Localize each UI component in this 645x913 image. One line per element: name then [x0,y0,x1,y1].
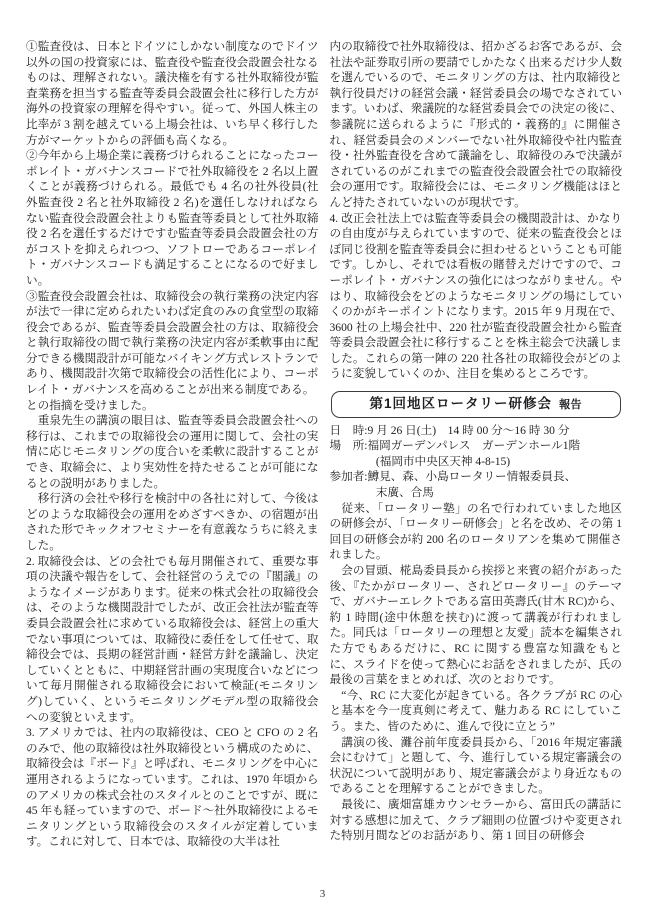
body-paragraph: 内の取締役で社外取締役は、招かざるお客であるが、会社法や証券取引所の要請でしかたなく出来るだけ少人数を選んでいるので、モニタリングの方は、社内取締役と執行役員だけの経営会議・経営委員会の場でなされています。いわば、衆議院的な経営委員会での決定の後に、参議院に送られるように『形式的・義務的』に開催され、経営委員会のメンバーでない社外取締役や社内監査役・社外監査役を含めて議論をし、取締役のみで決議がされているのがこれまでの監査役会設置会社での取締役会の運用です。取締役会には、モニタリング機能はほとんど持たされていないのが現状です。 [329,40,622,209]
section-heading-title: 第1回地区ロータリー研修会 [369,396,552,412]
body-paragraph: 最後に、廣畑富雄カウンセラーから、富田氏の講話に対する感想に加えて、クラブ細則の位置づけや変更された特別月間などのお話があり、第 1 回目の研修会 [329,797,622,843]
body-paragraph: “今、RC に大変化が起きている。各クラブが RC の心と基本を今一度真剣に考えて、魅力ある RC にしていこう。また、皆のために、進んで役に立とう” [329,688,622,733]
body-paragraph: との指摘を受けました。 [26,398,154,412]
event-meta-block [330,423,623,501]
page-number: 3 [319,888,326,900]
right-column [330,39,623,850]
body-paragraph: 2. 取締役会は、どの会社でも毎月開催されて、重要な事項の決議や報告をして、会社経営のうえでの『閣議』のようなイメージがあります。従来の株式会社の取締役会は、そのような機関設計でしたが、改正会社法が監査等委員会設置会社に求めている取締役会は、経営上の重大でない事項については、取締役に委任をして任せて、取締役会では、長期の経営計画・経営方針を議論し、決定していくとともに、中期経営計画の実現度合いなどについて毎月開催される取締役会において検証(モニタリング)していく、というモニタリングモデル型の取締役会への変貌といえます。 [26,554,319,724]
two-column-layout [26,39,625,850]
left-column [26,39,322,850]
body-paragraph: 4. 改正会社法上では監査等委員会の機関設計は、かなりの自由度が与えられていますので、従来の監査役会とほぼ同じ役割を監査等委員会に担わせるということも可能です。しかし、それでは看板の賭替えだけですので、コーポレイト・ガバナンスの強化にはつながりません。やはり、取締役会をどのようなモニタリングの場にしていくのかがキーポイントになります。2015 年 9 月現在で、3600 社の上場会社中、220 社が監査役設置会社から監査等委員会設置会社に移行することを株主総会で決議しました。これらの第一陣の 220 社各社の取締役会がどのように変貌していくのか、注目を集めるところです。 [329,211,622,381]
body-paragraph: ①監査役は、日本とドイツにしかない制度なのでドイツ以外の国の投資家には、監査役や監査役会設置会社なるものは、理解されない。議決権を有する社外取締役が監査業務を担当する監査等委員会設置会社に移行した方が海外の投資家の理解を得やすい。従って、外国人株主の比率が 3 割を越えている上場会社は、いち早く移行した方がマーケットからの評価も高くなる。 [26,40,319,147]
event-participants-line-2: 末廣、合馬 [329,486,434,500]
body-paragraph: 会の冒頭、椛島委員長から挨拶と来賓の紹介があった後、『たかがロータリー、されどロータリー』のテーマで、ガバナーエレクトである富田英壽氏(甘木 RC)から、約 1 時間(途中休憩を挟む)に渡って講義が行われました。同氏は「ロータリーの理想と友愛」読本を編集された方でもあるだけに、RC に関する豊富な知識をもとに、スライドを使って熱心にお話をされましたが、氏の最後の言葉をまとめれば、次のとおりです。 [329,564,622,687]
body-paragraph: 講演の後、灘谷前年度委員長から、「2016 年規定審議会にむけて」と題して、今、進行している規定審議会の状況について説明があり、規定審議会がより身近なものであることを理解することができました。 [329,735,622,796]
event-address-line: (福岡市中央区天神 4-8-15) [329,454,511,468]
section-heading-suffix: 報告 [559,399,582,412]
body-paragraph: ③監査役会設置会社は、取締役会の執行業務の決定内容が法で一律に定められたいわば定食のみの食堂型の取締役会であるが、監査等委員会設置会社の方は、取締役会と執行取締役の間で執行業務の決定内容が柔軟事由に配分できる機関設計が可能なバイキング方式レストランであり、機関設計次第で取締役会の活性化により、コーポレイト・ガバナンスを高めることが出来る制度である。 [26,289,319,397]
event-participants-line: 参加者:鱒見、森、小島ロータリー情報委員長、 [329,470,577,484]
body-paragraph: 重泉先生の講演の眼目は、監査等委員会設置会社への移行は、これまでの取締役会の運用に関して、会社の実情に応じモニタリングの度合いを柔軟に設計することができ、取締会に、より実効性を持たせることが可能になるとの説明がありました。 [26,414,319,490]
body-paragraph: 移行済の会社や移行を検討中の各社に対して、今後はどのような取締役会の運用をめざすべきか、の宿題が出された形でキックオフセミナーを有意義なうちに終えました。 [26,492,319,552]
event-location-line: 場 所:福岡ガーデンパレス ガーデンホール1階 [329,439,581,453]
section-heading-box [331,391,622,418]
body-paragraph: ②今年から上場企業に義務づけられることになったコーポレイト・ガバナンスコードで社外取締役を 2 名以上置くことが義務づけられる。最低でも 4 名の社外役員(社外監査役 2 名と社外取締役 2 名)を選任しなければならない監査役会設置会社よりも監査等委員として社外取締役 2 名を選任するだけですむ監査等委員会設置会社の方がコストを抑えられつつ、ソフトローであるコーポレイト・ガバナンスコードも満足することになるので好ましい。 [26,149,319,287]
event-datetime-line: 日 時:9 月 26 日(土) 14 時 00 分〜16 時 30 分 [329,423,570,437]
body-paragraph: 従来、「ロータリー塾」の名で行われていました地区の研修会が、「ロータリー研修会」と名を改め、その第 1 回目の研修会が約 200 名のロータリアンを集めて開催されました。 [329,501,625,562]
body-paragraph: 3. アメリカでは、社内の取締役は、CEO と CFO の 2 名のみで、他の取締役は社外取締役という構成のために、取締役会は『ボード』と呼ばれ、モニタリングを中心に運用されるようになっています。これは、1970 年頃からのアメリカの株式会社のスタイルとのことですが、既に 45 年も経っていますので、ボード〜社外取締役によるモニタリングという取締役会のスタイルが定着しています。これに対して、日本では、取締役の大半は社 [26,726,322,849]
